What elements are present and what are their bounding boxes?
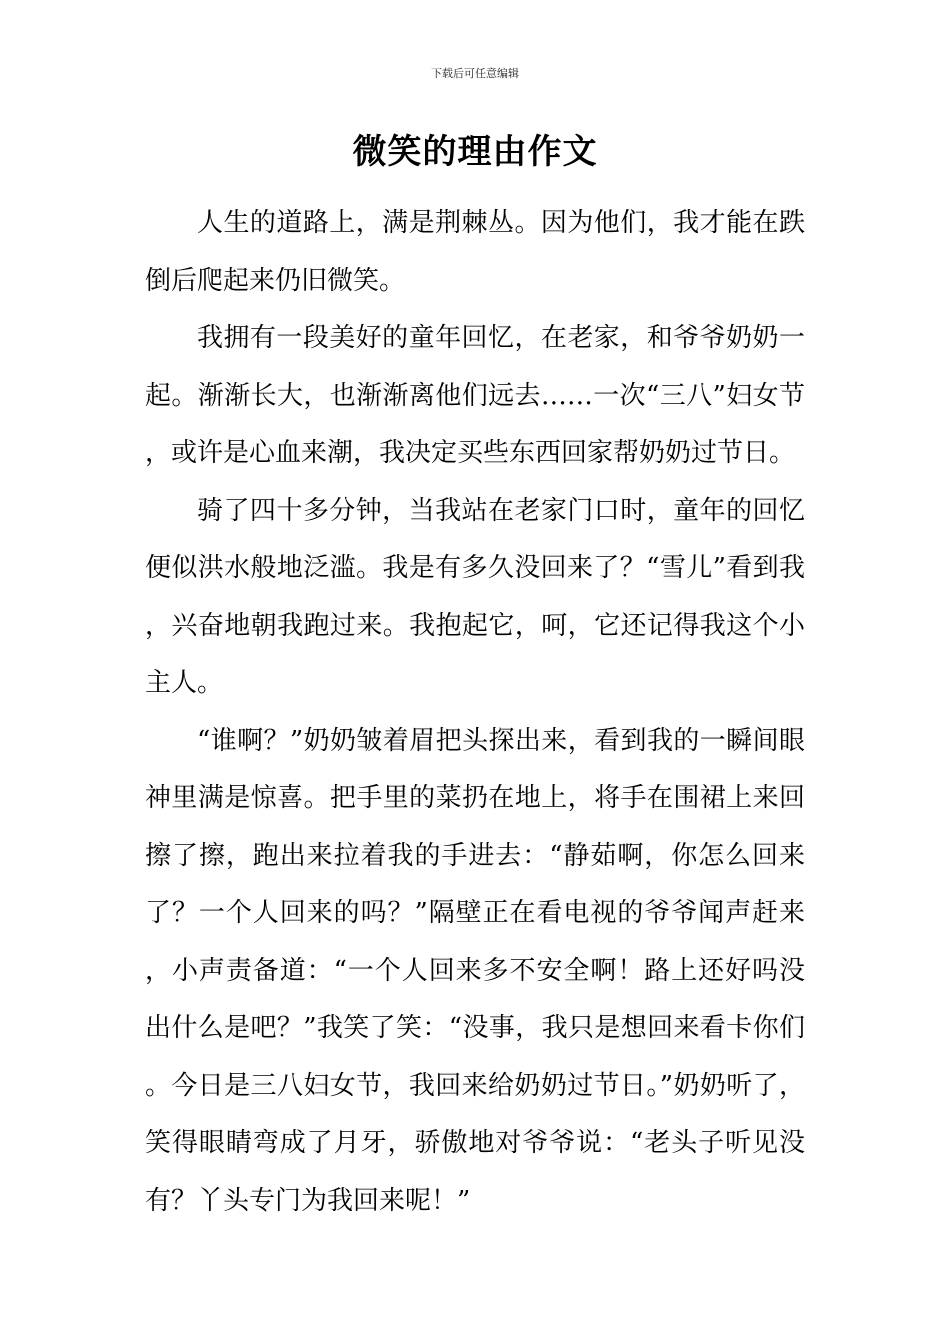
header-note: 下载后可任意编辑 [431,67,519,80]
paragraph-2: 我拥有一段美好的童年回忆，在老家，和爷爷奶奶一起。渐渐长大，也渐渐离他们远去……一次“三八”妇女节，或许是心血来潮，我决定买些东西回家帮奶奶过节日。 [145,323,805,468]
paragraph-1: 人生的道路上，满是荆棘丛。因为他们，我才能在跌倒后爬起来仍旧微笑。 [145,208,805,296]
document-body [145,195,805,1230]
document-title: 微笑的理由作文 [352,132,598,172]
paragraph-3: 骑了四十多分钟，当我站在老家门口时，童年的回忆便似洪水般地泛滥。我是有多久没回来了？“雪儿”看到我，兴奋地朝我跑过来。我抱起它，呵，它还记得我这个小主人。 [145,495,805,698]
paragraph-4: “谁啊？”奶奶皱着眉把头探出来，看到我的一瞬间眼神里满是惊喜。把手里的菜扔在地上，将手在围裙上来回擦了擦，跑出来拉着我的手进去：“静茹啊，你怎么回来了？一个人回来的吗？”隔壁正在看电视的爷爷闻声赶来，小声责备道：“一个人回来多不安全啊！路上还好吗没出什么是吧？”我笑了笑：“没事，我只是想回来看卡你们。今日是三八妇女节，我回来给奶奶过节日。”奶奶听了，笑得眼睛弯成了月牙，骄傲地对爷爷说：“老头子听见没有？丫头专门为我回来呢！” [145,725,805,1216]
